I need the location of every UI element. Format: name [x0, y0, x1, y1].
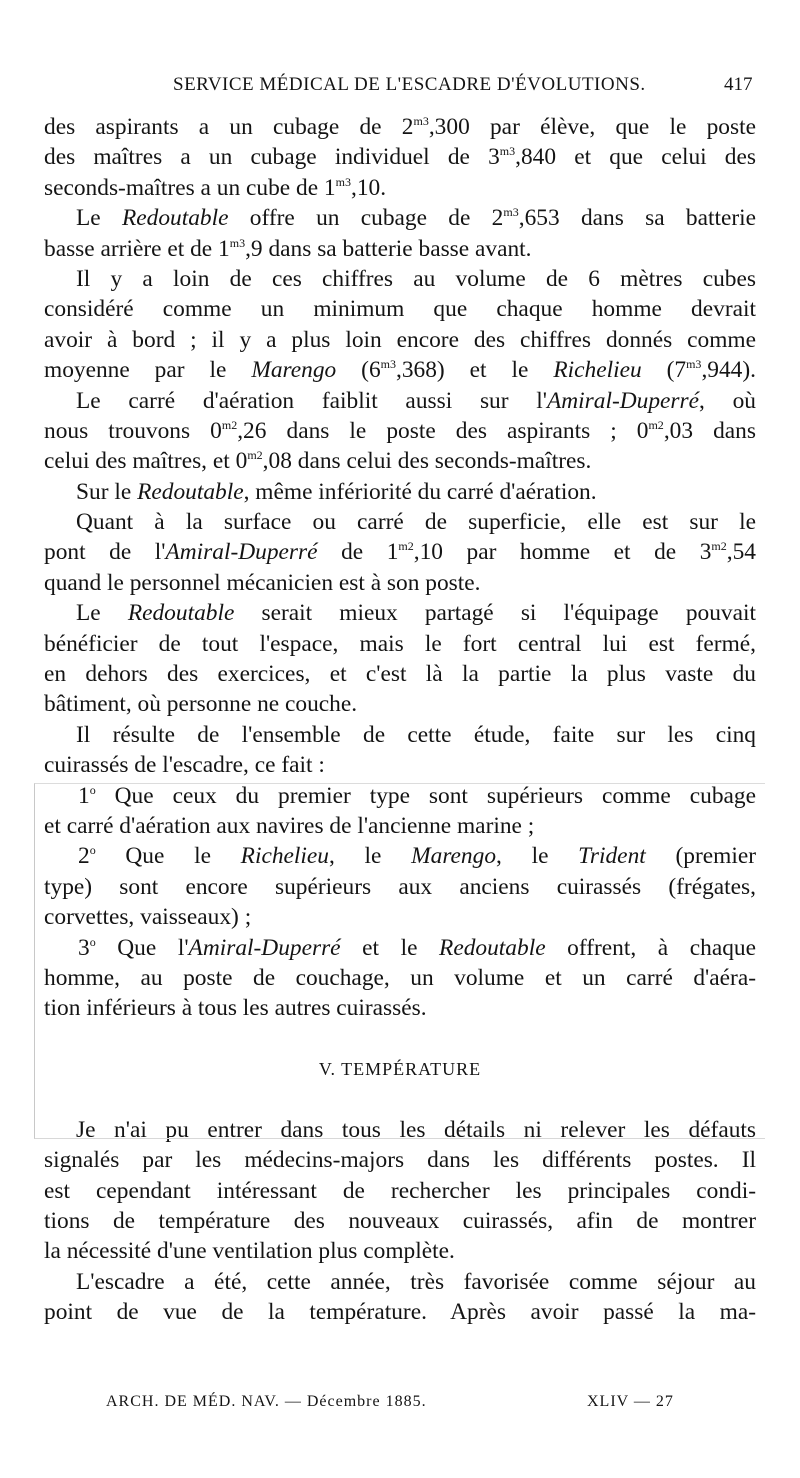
running-title: SERVICE MÉDICAL DE L'ESCADRE D'ÉVOLUTIONS.: [173, 74, 646, 95]
footer-journal: ARCH. DE MÉD. NAV. — Décembre 1885.: [106, 1393, 427, 1410]
paragraph-redoutable-espace: [44, 598, 756, 720]
text-line: moyenne par le Marengo $(6^{m3},368)$ et le Richelieu $(7^{m3},944)$.: [44, 357, 757, 384]
spacer: [44, 1024, 756, 1054]
text-line: et carré d'aération aux navires de l'ancienne marine ;: [44, 812, 535, 839]
text-line: 3$^o$ Que l'Amiral-Duperré et le Redoutable offrent, à chaque: [78, 934, 756, 961]
text-line: type) sont encore supérieurs aux anciens cuirassés (frégates,: [44, 873, 756, 900]
text-line: signalés par les médecins-majors dans les différents postes. Il: [44, 1147, 756, 1174]
text-line: est cependant intéressant de rechercher les principales condi-: [44, 1177, 756, 1204]
paragraph-aeration-duperre: [44, 386, 756, 477]
text-line: seconds-maîtres a un cube de $1^{m3},10$.: [44, 174, 387, 201]
text-line: corvettes, vaisseaux) ;: [44, 904, 252, 931]
footer-signature: XLIV — 27: [587, 1393, 674, 1410]
body-text: [44, 112, 756, 1328]
page-footer: [0, 1393, 800, 1419]
paragraph-redoutable-aeration: [44, 477, 756, 507]
text-line: Je n'ai pu entrer dans tous les détails ni relever les défauts: [76, 1116, 756, 1143]
text-line: Le Redoutable serait mieux partagé si l'équipage pouvait: [76, 600, 756, 627]
paragraph-resultat: [44, 720, 756, 781]
text-line: des maîtres a un cubage individuel de $3^{m3},840$ et que celui des: [44, 144, 756, 171]
text-line: Sur le Redoutable, même infériorité du carré d'aération.: [76, 478, 597, 505]
text-line: cuirassés de l'escadre, ce fait :: [44, 752, 325, 779]
page-number: 417: [724, 74, 753, 95]
text-line: Il y a loin de ces chiffres au volume de 6 mètres cubes: [76, 265, 756, 292]
text-line: la nécessité d'une ventilation plus complète.: [44, 1238, 455, 1265]
text-line: nous trouvons $0^{m2},26$ dans le poste des aspirants ; $0^{m2},03$ dans: [44, 417, 756, 444]
text-line: point de vue de la température. Après avoir passé la ma-: [44, 1299, 756, 1326]
section-title: V. TEMPÉRATURE: [318, 1059, 482, 1080]
conclusion-item-3: [44, 933, 756, 1024]
paragraph-surface: [44, 507, 756, 598]
paragraph-escadre-favorisee: [44, 1267, 756, 1328]
text-line: L'escadre a été, cette année, très favorisée comme séjour au: [76, 1268, 756, 1295]
conclusion-item-2: [44, 841, 756, 932]
text-line: considéré comme un minimum que chaque homme devrait: [44, 296, 756, 323]
running-head: [0, 74, 800, 104]
paragraph-aspirants-cubage: [44, 112, 756, 203]
text-line: Le carré d'aération faiblit aussi sur l'Amiral-Duperré, où: [76, 387, 757, 414]
text-line: Quant à la surface ou carré de superficie, elle est sur le: [76, 509, 756, 536]
text-line: en dehors des exercices, et c'est là la partie la plus vaste du: [44, 661, 756, 688]
text-line: 1$^o$ Que ceux du premier type sont supérieurs comme cubage: [78, 782, 756, 809]
spacer: [44, 1085, 756, 1115]
paragraph-temperature-intro: [44, 1115, 756, 1267]
paragraph-redoutable-cubage: [44, 203, 756, 264]
text-line: bâtiment, où personne ne couche.: [44, 691, 358, 718]
conclusion-item-1: [44, 781, 756, 842]
text-line: basse arrière et de $1^{m3},9$ dans sa batterie basse avant.: [44, 235, 532, 262]
text-line: bénéficier de tout l'espace, mais le fort central lui est fermé,: [44, 630, 756, 657]
text-line: des aspirants a un cubage de $2^{m3},300$ par élève, que le poste: [44, 114, 756, 140]
text-line: pont de l'Amiral-Duperré de $1^{m2},10$ par homme et de $3^{m2},54$: [44, 539, 756, 566]
text-line: Le Redoutable offre un cubage de $2^{m3},653$ dans sa batterie: [76, 205, 757, 232]
text-line: celui des maîtres, et $0^{m2},08$ dans celui des seconds-maîtres.: [44, 448, 592, 475]
paragraph-minimum-volume: [44, 264, 756, 386]
text-line: homme, au poste de couchage, un volume et un carré d'aéra-: [44, 964, 756, 991]
text-line: tions de température des nouveaux cuirassés, afin de montrer: [44, 1208, 756, 1235]
text-line: quand le personnel mécanicien est à son poste.: [44, 569, 481, 596]
conclusions-list: [44, 781, 756, 1115]
text-line: avoir à bord ; il y a plus loin encore des chiffres donnés comme: [44, 326, 756, 353]
text-line: Il résulte de l'ensemble de cette étude, faite sur les cinq: [76, 721, 756, 748]
text-line: 2$^o$ Que le Richelieu, le Marengo, le Trident (premier: [78, 843, 756, 870]
text-line: tion inférieurs à tous les autres cuirassés.: [44, 995, 427, 1022]
